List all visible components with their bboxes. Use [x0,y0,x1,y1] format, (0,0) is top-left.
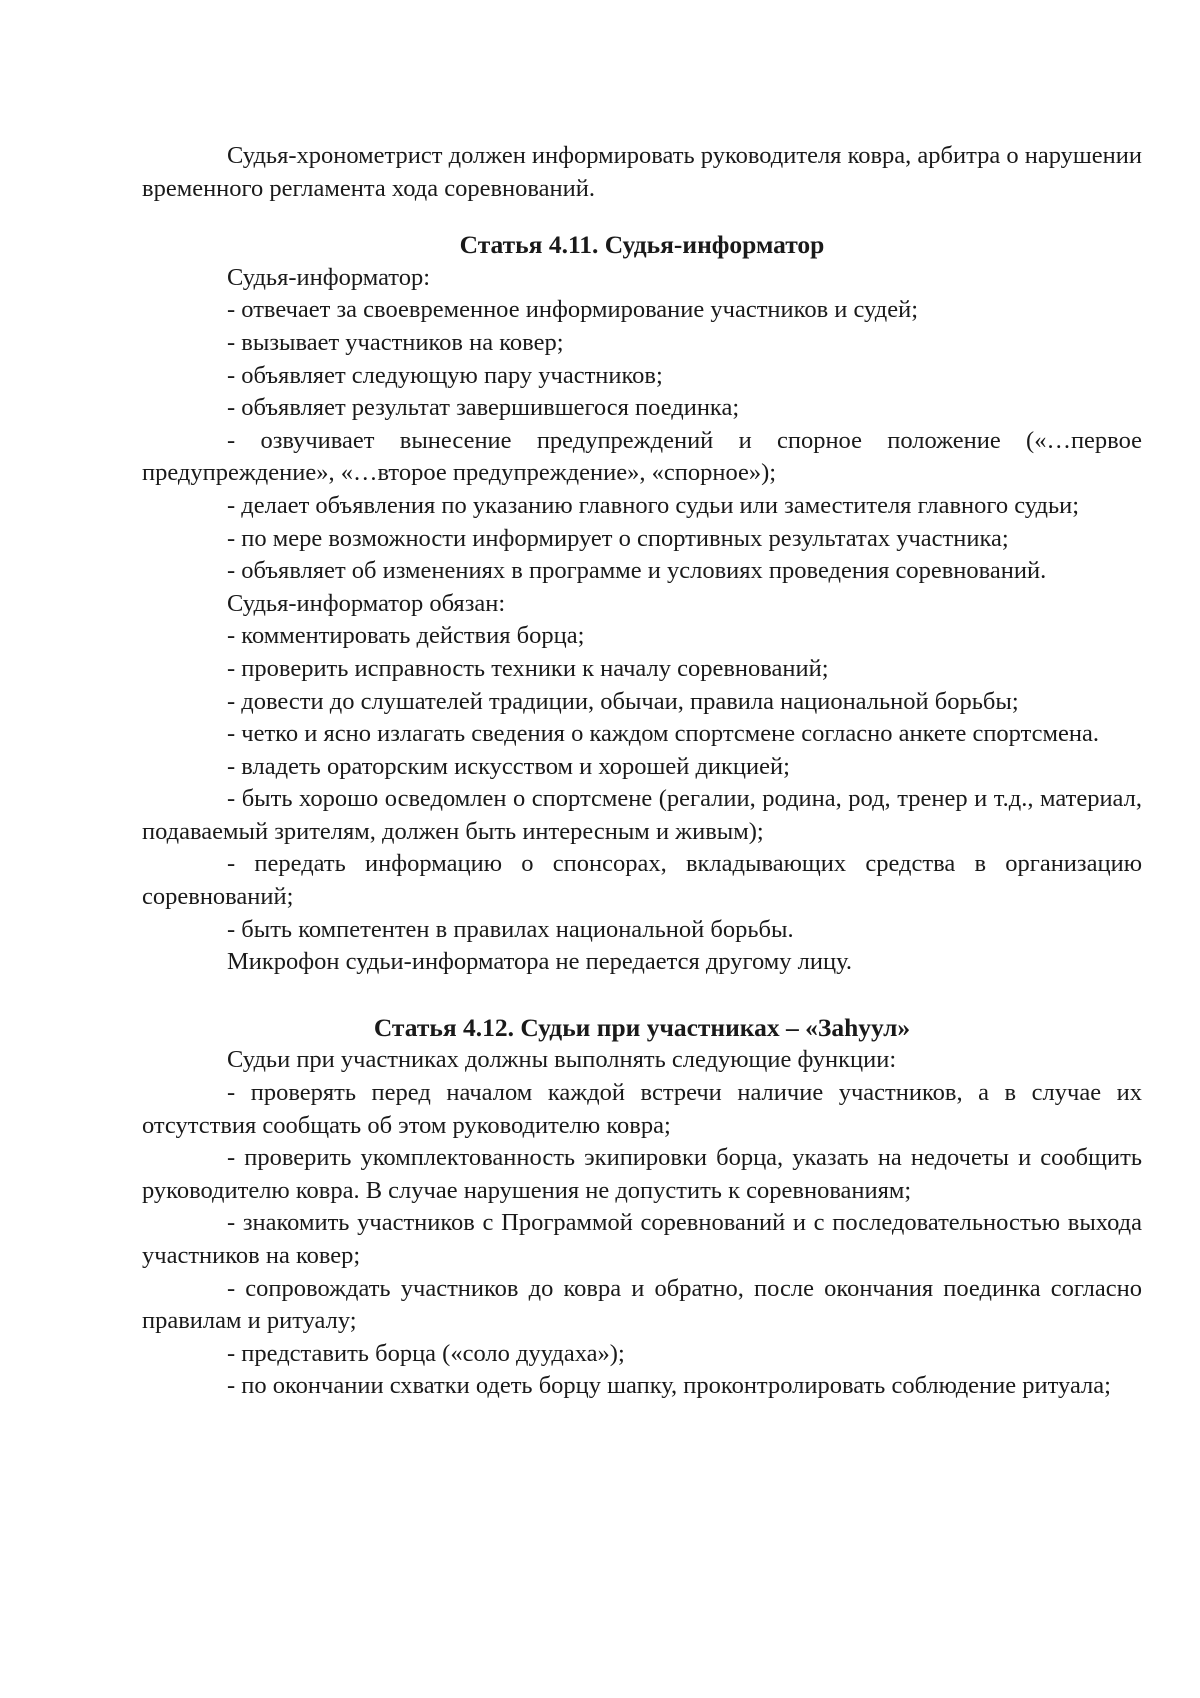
section-4-12-body [142,1044,1142,1403]
section-heading-4-11: Статья 4.11. Судья-информатор [459,230,825,260]
section-4-11-body [142,262,1142,979]
list-item: - сопровождать участников до ковра и обратно, после окончания поединка согласно правилам и ритуалу; [142,1274,1142,1335]
list-item: - комментировать действия борца; [227,622,585,650]
list-item: - четко и ясно излагать сведения о каждом спортсмене согласно анкете спортсмена. [227,720,1099,748]
list-item: - объявляет результат завершившегося поединка; [227,394,740,422]
list-item: - довести до слушателей традиции, обычаи, правила национальной борьбы; [227,687,1019,715]
list-item: - делает объявления по указанию главного судьи или заместителя главного судьи; [227,491,1080,519]
list-item: - проверять перед началом каждой встречи наличие участников, а в случае их отсутствия сообщать об этом руководителю ковра; [142,1079,1142,1139]
list-item: - объявляет следующую пару участников; [227,361,663,389]
list-item: - по окончании схватки одеть борцу шапку, проконтролировать соблюдение ритуала; [227,1372,1111,1400]
document-body [142,140,1142,1403]
list-item: - быть хорошо осведомлен о спортсмене (регалии, родина, род, тренер и т.д., материал, подаваемый зрителям, должен быть интересным и живым); [142,785,1142,845]
list-item: - проверить укомплектованность экипировки борца, указать на недочеты и сообщить руководителю ковра. В случае нарушения не допустить к соревнованиям; [142,1144,1142,1204]
list-item: - передать информацию о спонсорах, вкладывающих средства в организацию соревнований; [142,850,1142,911]
paragraph: Судья-информатор: [227,263,430,291]
section-heading-4-12: Статья 4.12. Судьи при участниках – «Заhуул» [373,1012,911,1042]
list-item: - знакомить участников с Программой соревнований и с последовательностью выхода участников на ковер; [142,1209,1142,1269]
paragraph: Судья-информатор обязан: [227,589,506,617]
list-item: - по мере возможности информирует о спортивных результатах участника; [227,524,1009,552]
list-item: - представить борца («соло дуудаха»); [227,1339,625,1367]
list-item: - владеть ораторским искусством и хорошей дикцией; [227,752,790,780]
list-item: - проверить исправность техники к началу соревнований; [227,654,829,682]
intro-paragraph: Судья-хронометрист должен информировать руководителя ковра, арбитра о нарушении временного регламента хода соревнований. [142,142,1142,202]
list-item: - отвечает за своевременное информирование участников и судей; [227,296,919,324]
paragraph: Микрофон судьи-информатора не передается другому лицу. [227,948,853,976]
list-item: - объявляет об изменениях в программе и условиях проведения соревнований. [227,557,1047,585]
list-item: - озвучивает вынесение предупреждений и спорное положение («…первое предупреждение», «…второе предупреждение», «спорное»); [142,426,1142,487]
list-item: - быть компетентен в правилах национальной борьбы. [227,915,794,943]
paragraph: Судьи при участниках должны выполнять следующие функции: [227,1046,897,1074]
list-item: - вызывает участников на ковер; [227,328,564,356]
